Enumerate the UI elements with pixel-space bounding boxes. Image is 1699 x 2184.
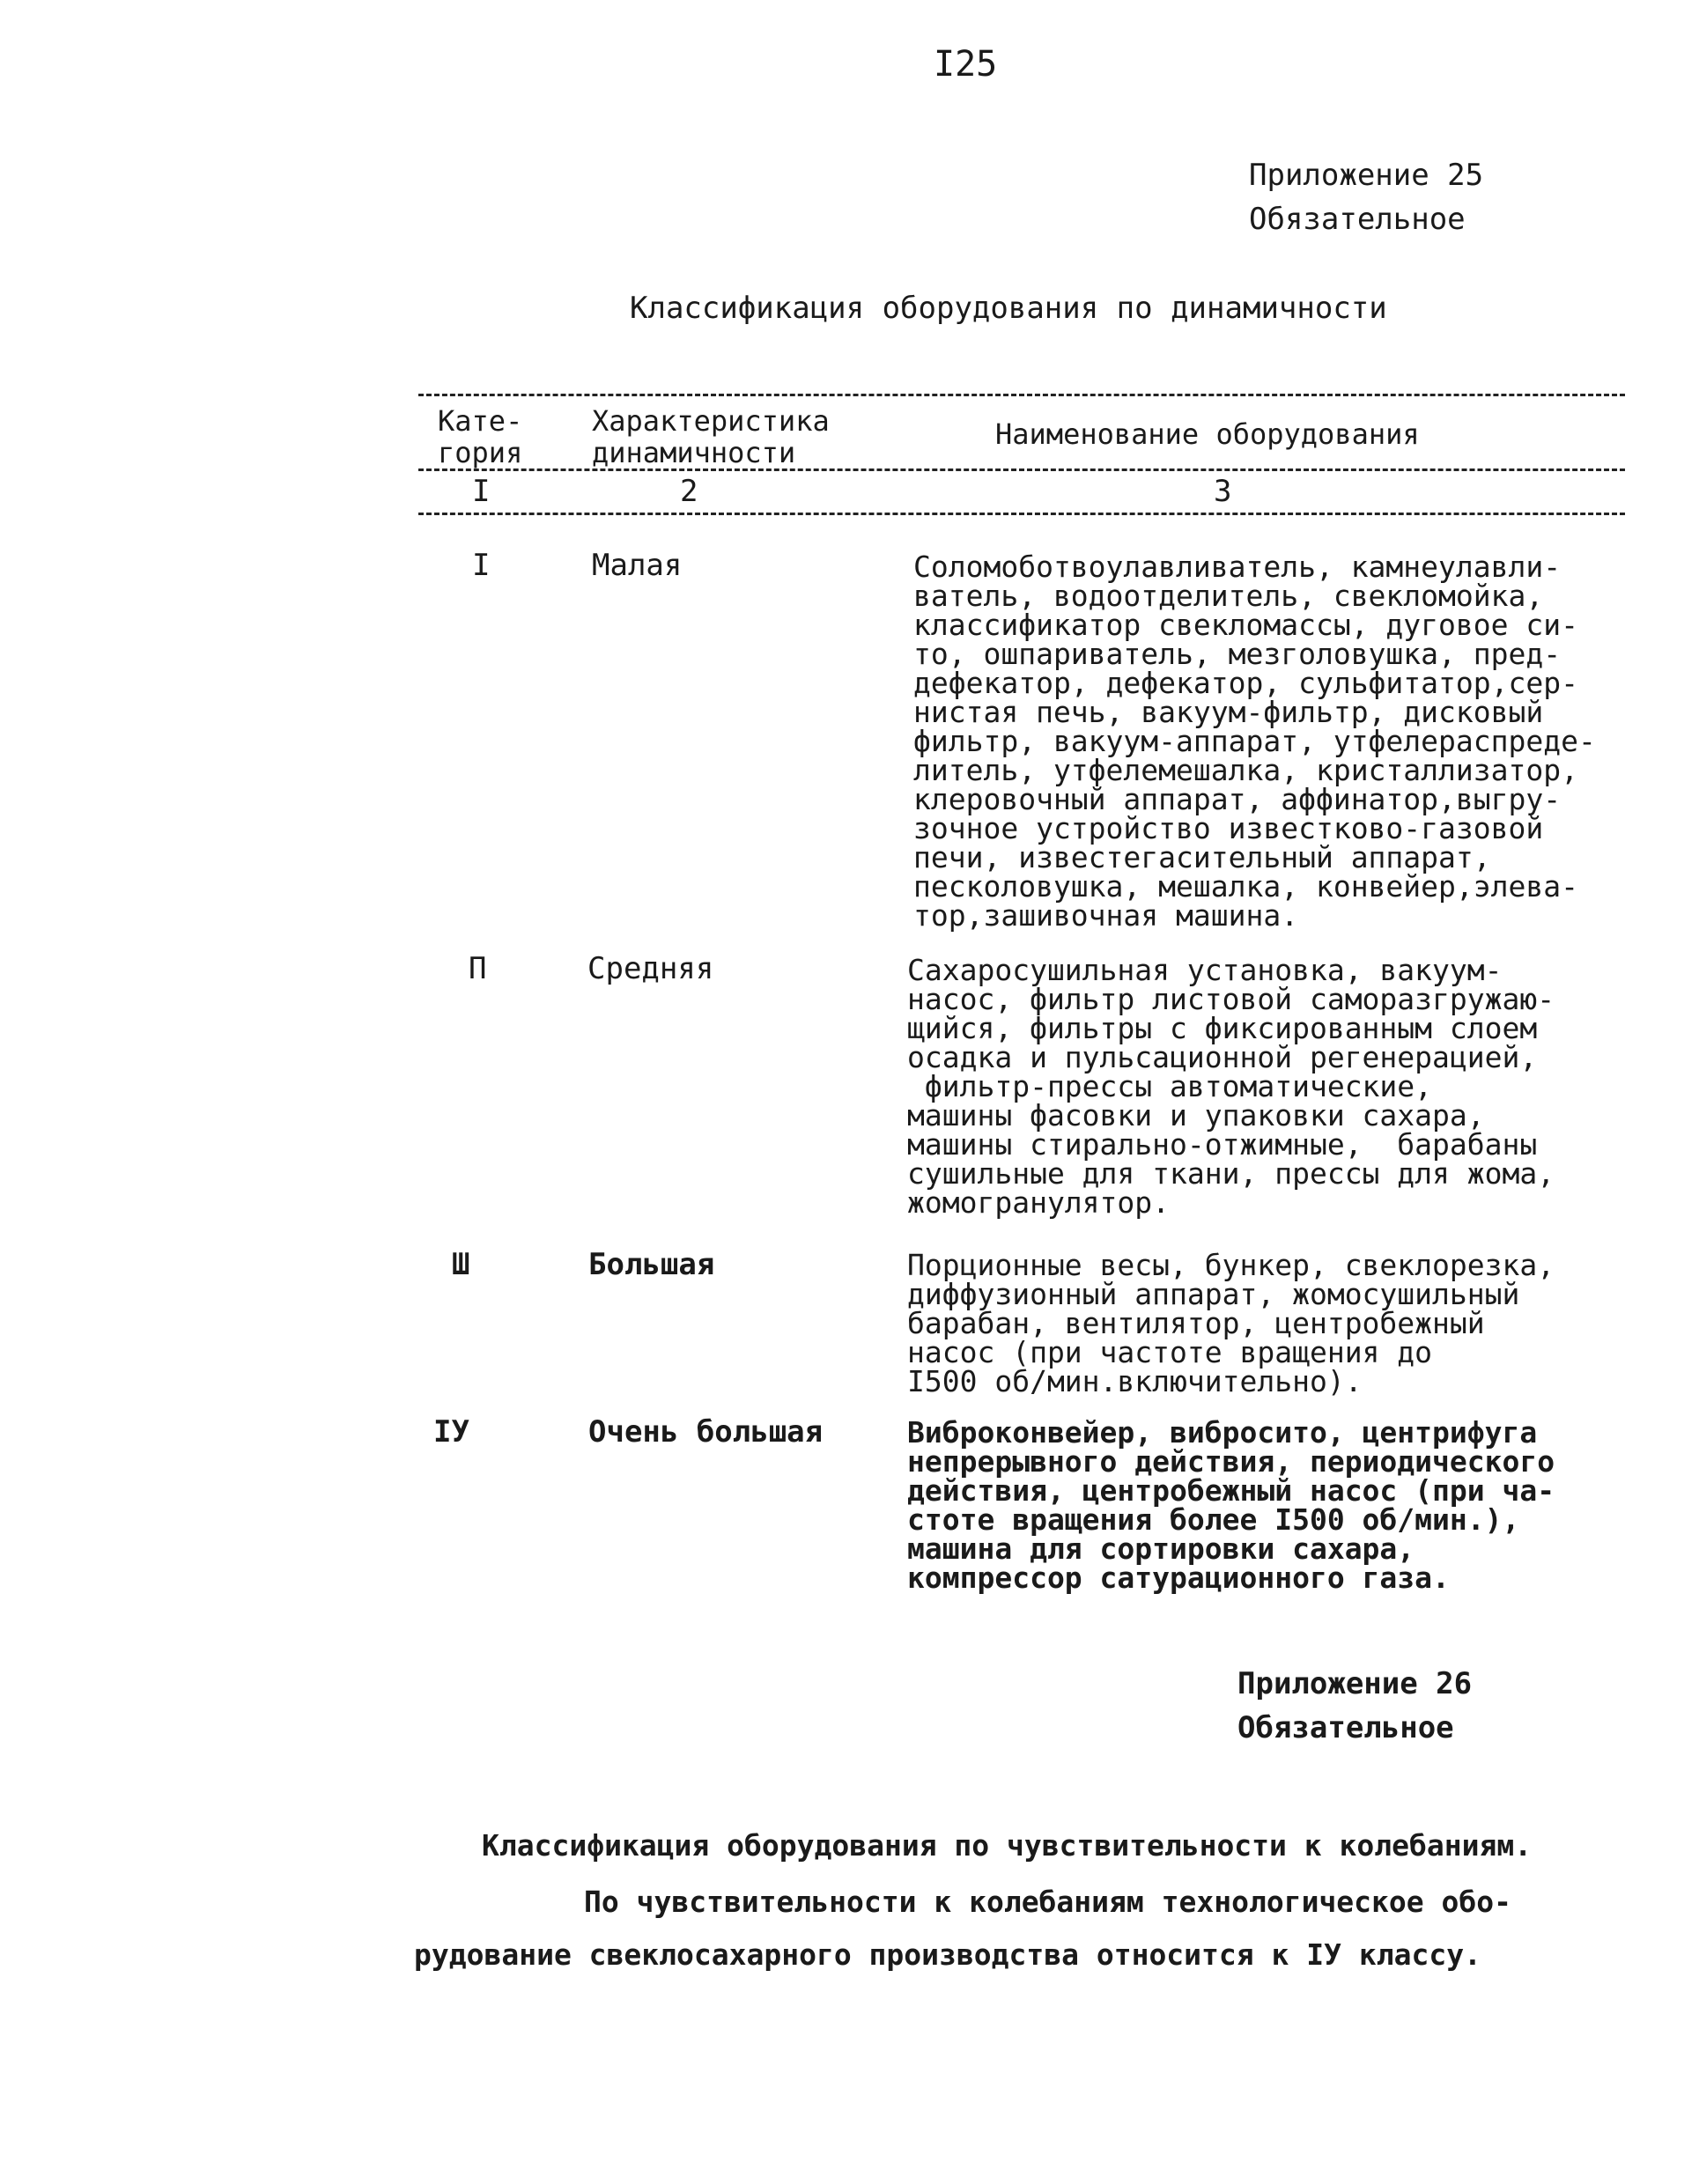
- row-dynamics: Очень большая: [588, 1414, 824, 1450]
- appendix-26-label: Приложение 26: [1237, 1666, 1473, 1701]
- row-equipment: Порционные весы, бункер, свеклорезка, диффузионный аппарат, жомосушильный барабан, вентилятор, центробежный насос (при частоте вращения до I500 об/мин.включительно).: [907, 1248, 1555, 1398]
- row-category: Ш: [452, 1247, 470, 1282]
- col-number-3: 3: [1214, 474, 1232, 509]
- table-title: Классификация оборудования по динамичности: [630, 291, 1387, 326]
- col-number-2: 2: [680, 474, 698, 509]
- row-dynamics: Большая: [588, 1247, 715, 1282]
- row-dynamics: Малая: [592, 548, 683, 583]
- row-category: IУ: [433, 1414, 469, 1450]
- appendix-25: [1249, 153, 1483, 241]
- row-dynamics: Средняя: [587, 951, 714, 986]
- paragraph-line-2: рудование свеклосахарного производства относится к IУ классу.: [414, 1937, 1481, 1972]
- table-top-rule: [418, 394, 1625, 396]
- appendix-26: [1237, 1662, 1472, 1750]
- header-dynamics-line2: динамичности: [592, 436, 796, 469]
- header-category-line2: гория: [438, 436, 523, 469]
- header-equipment: Наименование оборудования: [995, 417, 1420, 451]
- row-equipment: Виброконвейер, вибросито, центрифуга непрерывного действия, периодического действия, центробежный насос (при ча- стоте вращения более I500 об/мин.), машина для сортировки сахара, компрессор сатурационного газа.: [907, 1415, 1555, 1595]
- paragraph-line-1: По чувствительности к колебаниям технологическое обо-: [584, 1885, 1511, 1919]
- appendix-25-status: Обязательное: [1249, 202, 1466, 237]
- row-category: I: [472, 548, 491, 583]
- row-equipment: Соломоботвоулавливатель, камнеулавли- ватель, водоотделитель, свекломойка, классификатор свекломассы, дуговое си- то, ошпариватель, мезголовушка, пред- дефекатор, дефекатор, сульфитатор,сер- нистая печь, вакуум-фильтр, дисковый фильтр, вакуум-аппарат, утфелераспреде- литель, утфелемешалка, кристаллизатор, клеровочный аппарат, аффинатор,выгру- зочное устройство известково-газовой печи, известегасительный аппарат, песколовушка, мешалка, конвейер,элева- тор,зашивочная машина.: [913, 550, 1596, 933]
- header-dynamics: [592, 405, 830, 469]
- row-equipment: Сахаросушильная установка, вакуум- насос, фильтр листовой саморазгружаю- щийся, фильтры с фиксированным слоем осадка и пульсационной регенерацией, фильтр-прессы автоматические, машины фасовки и упаковки сахара, машины стирально-отжимные, барабаны сушильные для ткани, прессы для жома, жомогранулятор.: [907, 953, 1555, 1220]
- appendix-26-status: Обязательное: [1237, 1710, 1454, 1745]
- header-dynamics-line1: Характеристика: [592, 404, 830, 438]
- header-category-line1: Кате-: [438, 404, 523, 438]
- header-rule: [418, 469, 1625, 471]
- header-category: [438, 405, 522, 469]
- page-number: I25: [934, 44, 998, 85]
- col-number-1: I: [472, 474, 491, 509]
- numbers-rule: [418, 513, 1625, 515]
- appendix-25-label: Приложение 25: [1249, 158, 1484, 193]
- row-category: П: [469, 951, 487, 986]
- section-title: Классификация оборудования по чувствительности к колебаниям.: [482, 1828, 1533, 1863]
